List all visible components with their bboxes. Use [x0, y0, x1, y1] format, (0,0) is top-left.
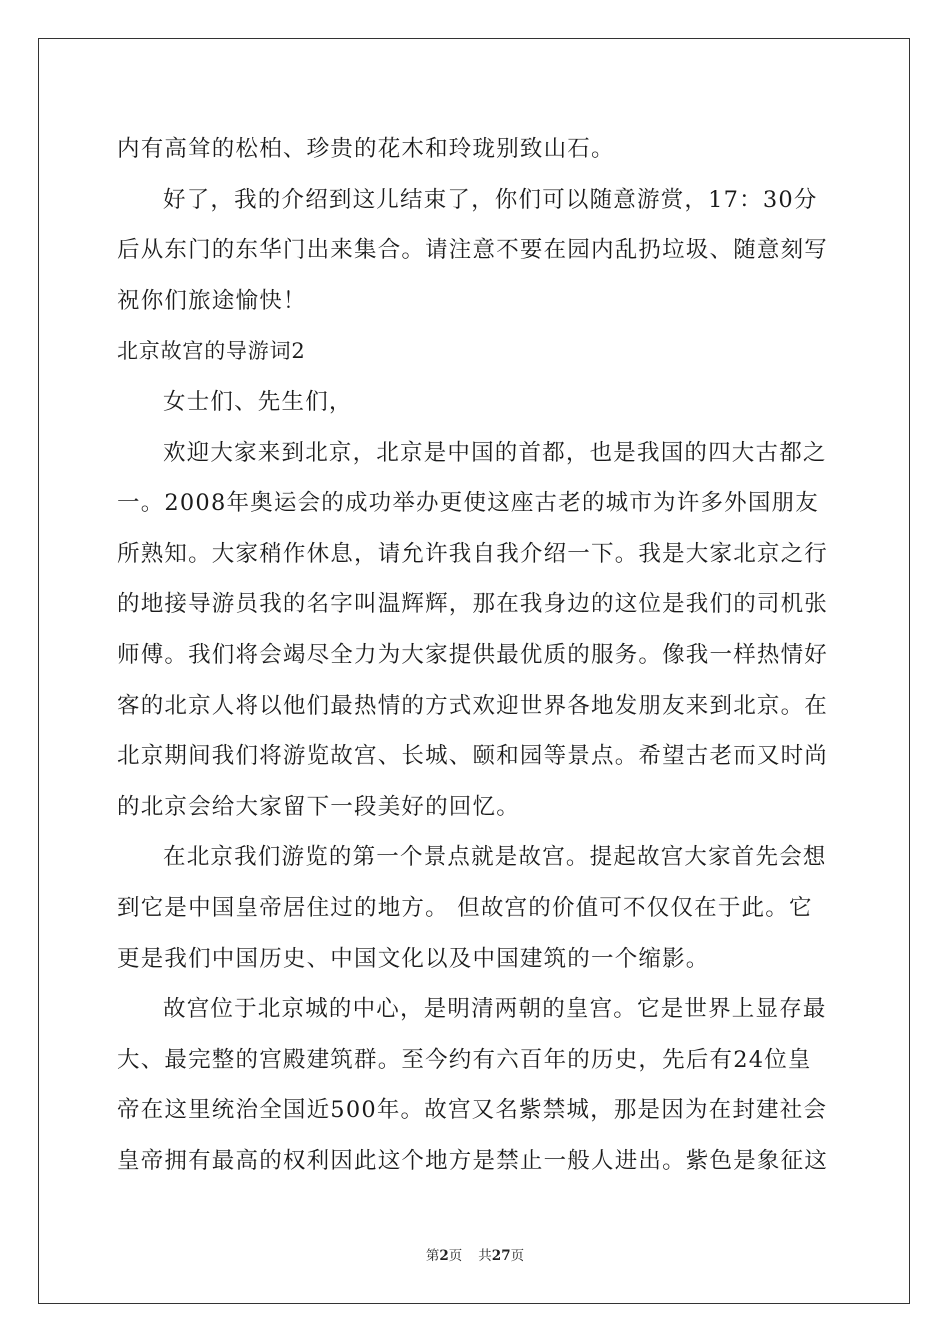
page-number: 2: [439, 1248, 449, 1264]
text-line: 女士们、先生们，: [163, 388, 353, 415]
section-heading: 北京故宫的导游词2: [117, 339, 306, 364]
page-footer: [0, 1244, 950, 1264]
text-line: 皇帝拥有最高的权利因此这个地方是禁止一般人进出。紫色是象征这: [117, 1147, 829, 1174]
text-line: 后从东门的东华门出来集合。请注意不要在园内乱扔垃圾、随意刻写: [117, 237, 829, 264]
text-line: 在北京我们游览的第一个景点就是故宫。提起故宫大家首先会想: [163, 844, 827, 871]
text-line: 到它是中国皇帝居住过的地方。 但故宫的价值可不仅仅在于此。它: [117, 894, 813, 921]
text-line: 帝在这里统治全国近500年。故宫又名紫禁城，那是因为在封建社会: [117, 1097, 828, 1124]
text-line: 大、最完整的宫殿建筑群。至今约有六百年的历史，先后有24位皇: [117, 1046, 812, 1073]
document-body: [117, 124, 833, 1186]
text-line: 的北京会给大家留下一段美好的回忆。: [117, 793, 520, 820]
total-prefix: 共: [478, 1248, 492, 1264]
text-line: 故宫位于北京城的中心，是明清两朝的皇宫。它是世界上显存最: [163, 996, 827, 1023]
text-line: 祝你们旅途愉快！: [117, 287, 307, 314]
text-line: 北京期间我们将游览故宫、长城、颐和园等景点。希望古老而又时尚: [117, 743, 829, 770]
text-line: 一。2008年奥运会的成功举办更使这座古老的城市为许多外国朋友: [117, 490, 819, 517]
text-line: 的地接导游员我的名字叫温辉辉，那在我身边的这位是我们的司机张: [117, 591, 829, 618]
text-line: 好了，我的介绍到这儿结束了，你们可以随意游赏，17：30分: [163, 186, 818, 213]
page-prefix: 第: [425, 1248, 440, 1264]
text-line: 内有高耸的松柏、珍贵的花木和玲珑别致山石。: [117, 136, 615, 162]
text-line: 所熟知。大家稍作休息，请允许我自我介绍一下。我是大家北京之行: [117, 540, 829, 567]
text-line: 客的北京人将以他们最热情的方式欢迎世界各地发朋友来到北京。在: [117, 692, 829, 719]
total-pages: 27: [491, 1248, 511, 1264]
text-line: 师傅。我们将会竭尽全力为大家提供最优质的服务。像我一样热情好: [117, 641, 829, 668]
total-suffix: 页: [510, 1248, 525, 1264]
text-line: 欢迎大家来到北京，北京是中国的首都，也是我国的四大古都之: [163, 439, 827, 466]
page-suffix: 页: [448, 1248, 463, 1264]
text-line: 更是我们中国历史、中国文化以及中国建筑的一个缩影。: [117, 945, 710, 972]
